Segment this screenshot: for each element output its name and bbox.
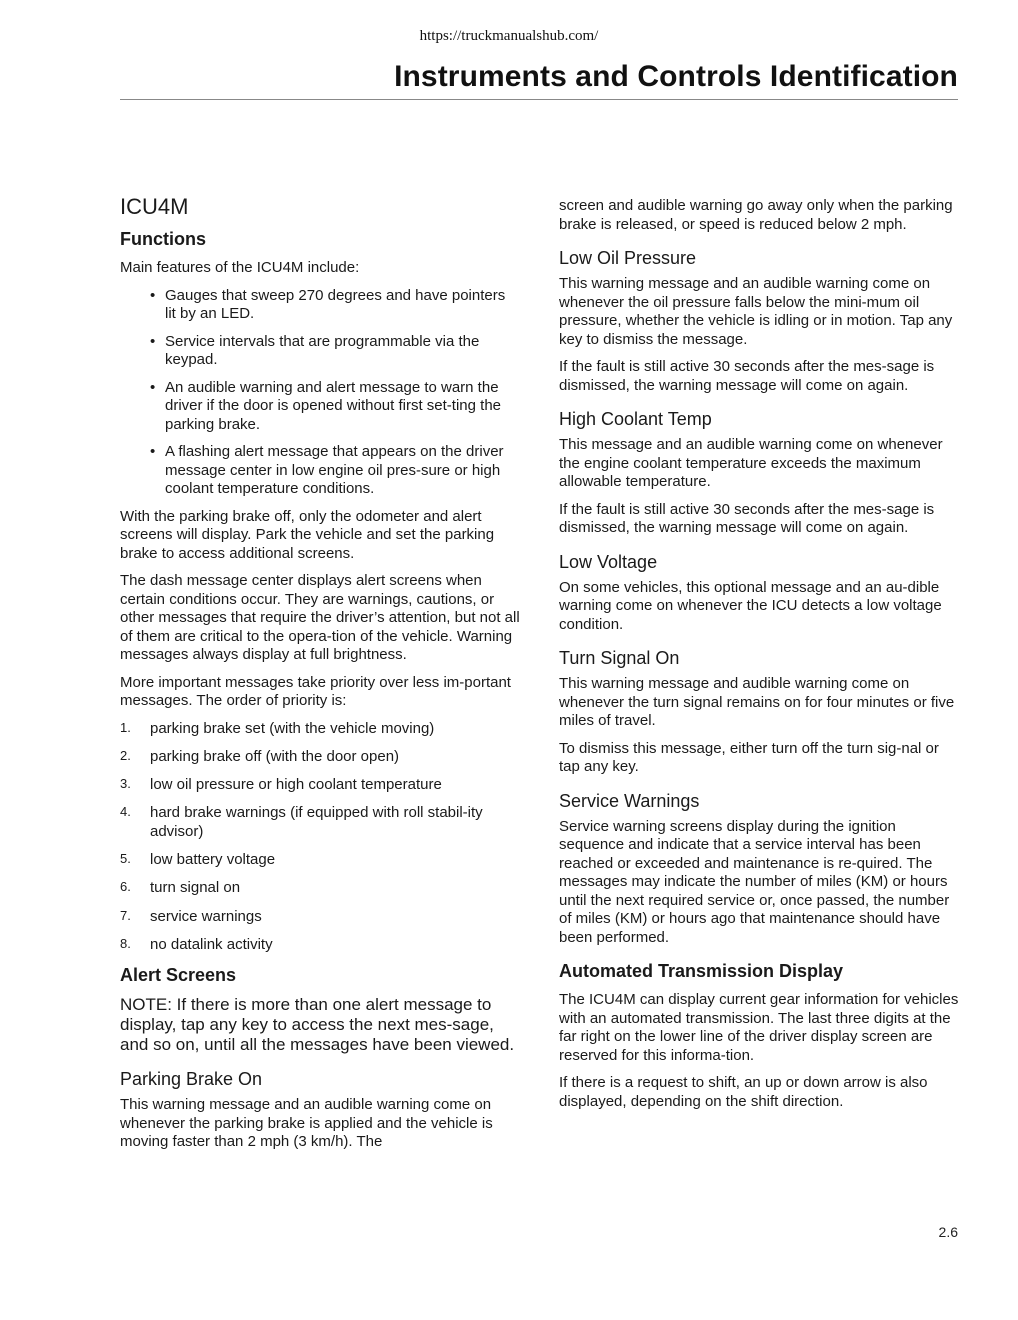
dash-paragraph: The dash message center displays alert screens when certain conditions occur. They are warnings, cautions, or other messages that require the driver’s attention, but not all of them are critical to the opera-tion of the vehicle. Warning messages always display at full brightness. [120, 572, 520, 663]
parking-paragraph: With the parking brake off, only the odometer and alert screens will display. Park the vehicle and set the parking brake to access additional screens. [120, 507, 495, 562]
list-item [120, 804, 520, 841]
item-text: no datalink activity [150, 936, 273, 954]
left-column [120, 194, 520, 1152]
list-item [120, 748, 520, 767]
automated-transmission-text-2: If there is a request to shift, an up or down arrow is also displayed, depending on the shift direction. [559, 1074, 928, 1110]
low-oil-text-2: If the fault is still active 30 seconds after the mes-sage is dismissed, the warning message will come on again. [559, 358, 935, 394]
service-warnings-text: Service warning screens display during the ignition sequence and indicate that a service interval has been reached or exceeded and maintenance is re-quired. The messages may indicate the number of miles (KM) or hours until the next required service or, once passed, the number of miles (KM) or hours ago that maintenance should have been performed. [559, 817, 950, 946]
features-list [120, 287, 520, 499]
item-number: 6. [120, 879, 131, 895]
parking-brake-continued: screen and audible warning go away only when the parking brake is released, or speed is reduced below 2 mph. [559, 197, 953, 233]
automated-transmission-text-1: The ICU4M can display current gear information for vehicles with an automated transmission. The last three digits at the far right on the lower line of the driver display screen are reserved for this informa-tion. [559, 991, 959, 1064]
section-title: ICU4M [120, 194, 189, 219]
item-text: low battery voltage [150, 851, 276, 869]
right-column [559, 197, 959, 1111]
low-voltage-heading: Low Voltage [559, 551, 658, 572]
coolant-text-2: If the fault is still active 30 seconds after the mes-sage is dismissed, the warning message will come on again. [559, 500, 935, 536]
priority-paragraph: More important messages take priority over less im-portant messages. The order of priority is: [120, 673, 511, 709]
turn-signal-text-1: This warning message and audible warning come on whenever the turn signal remains on for four minutes or five miles of travel. [559, 675, 955, 729]
coolant-heading: High Coolant Temp [559, 409, 712, 429]
item-text: service warnings [150, 907, 262, 925]
list-item [120, 776, 520, 795]
source-url: https://truckmanualshub.com/ [419, 28, 599, 44]
low-oil-heading: Low Oil Pressure [559, 248, 697, 268]
priority-list [120, 720, 520, 955]
page-title: Instruments and Controls Identification [394, 60, 958, 93]
feature-text: Service intervals that are programmable via the keypad. [165, 332, 480, 368]
list-item [120, 879, 520, 898]
low-oil-text-1: This warning message and an audible warning come on whenever the oil pressure falls below the mini-mum oil pressure, whether the vehicle is idling or in motion. Tap any key to dismiss the message. [559, 275, 953, 348]
feature-text: A flashing alert message that appears on the driver message center in low engine oil pres-sure or high coolant temperature conditions. [165, 443, 504, 497]
alert-note: NOTE: If there is more than one alert message to display, tap any key to access the next mes-sage, and so on, until all the messages have been viewed. [120, 995, 515, 1055]
item-text: turn signal on [150, 879, 241, 897]
item-number: 2. [120, 747, 131, 763]
item-text: hard brake warnings (if equipped with roll stabil-ity advisor) [150, 804, 483, 840]
list-item: • Service intervals that are programmable via the keypad. [150, 332, 480, 368]
list-item [120, 936, 520, 955]
item-number: 4. [120, 804, 131, 820]
functions-heading: Functions [120, 229, 206, 249]
item-number: 7. [120, 907, 131, 923]
feature-text: Gauges that sweep 270 degrees and have pointers lit by an LED. [165, 286, 506, 322]
header-divider [120, 99, 958, 100]
list-item [120, 908, 520, 927]
list-item: • A flashing alert message that appears on the driver message center in low engine oil pres-sure or high coolant temperature conditions. [150, 443, 504, 497]
list-item [120, 851, 520, 870]
list-item: • An audible warning and alert message to warn the driver if the door is opened without first set-ting the parking brake. [150, 378, 502, 433]
turn-signal-heading: Turn Signal On [559, 648, 680, 668]
item-text: parking brake set (with the vehicle moving) [150, 719, 435, 737]
automated-transmission-heading: Automated Transmission Display [559, 961, 844, 981]
coolant-text-1: This message and an audible warning come on whenever the engine coolant temperature exceeds the maximum allowable temperature. [559, 436, 943, 490]
item-number: 5. [120, 851, 131, 867]
parking-brake-text: This warning message and an audible warning come on whenever the parking brake is applied and the vehicle is moving faster than 2 mph (3 km/h). The [120, 1096, 493, 1151]
item-number: 1. [120, 719, 131, 735]
turn-signal-text-2: To dismiss this message, either turn off the turn sig-nal or tap any key. [559, 739, 939, 775]
parking-brake-heading: Parking Brake On [120, 1069, 263, 1090]
functions-intro: Main features of the ICU4M include: [120, 259, 360, 276]
feature-text: An audible warning and alert message to warn the driver if the door is opened without first set-ting the parking brake. [165, 378, 502, 433]
item-number: 8. [120, 936, 131, 952]
list-item [120, 720, 520, 739]
item-text: low oil pressure or high coolant temperature [150, 776, 442, 794]
item-text: parking brake off (with the door open) [150, 747, 400, 765]
list-item: • Gauges that sweep 270 degrees and have pointers lit by an LED. [150, 286, 506, 322]
item-number: 3. [120, 776, 131, 792]
alert-screens-heading: Alert Screens [120, 965, 237, 986]
service-warnings-heading: Service Warnings [559, 790, 700, 811]
page-number: 2.6 [938, 1224, 958, 1240]
low-voltage-text: On some vehicles, this optional message and an au-dible warning come on whenever the ICU detects a low voltage condition. [559, 578, 942, 633]
